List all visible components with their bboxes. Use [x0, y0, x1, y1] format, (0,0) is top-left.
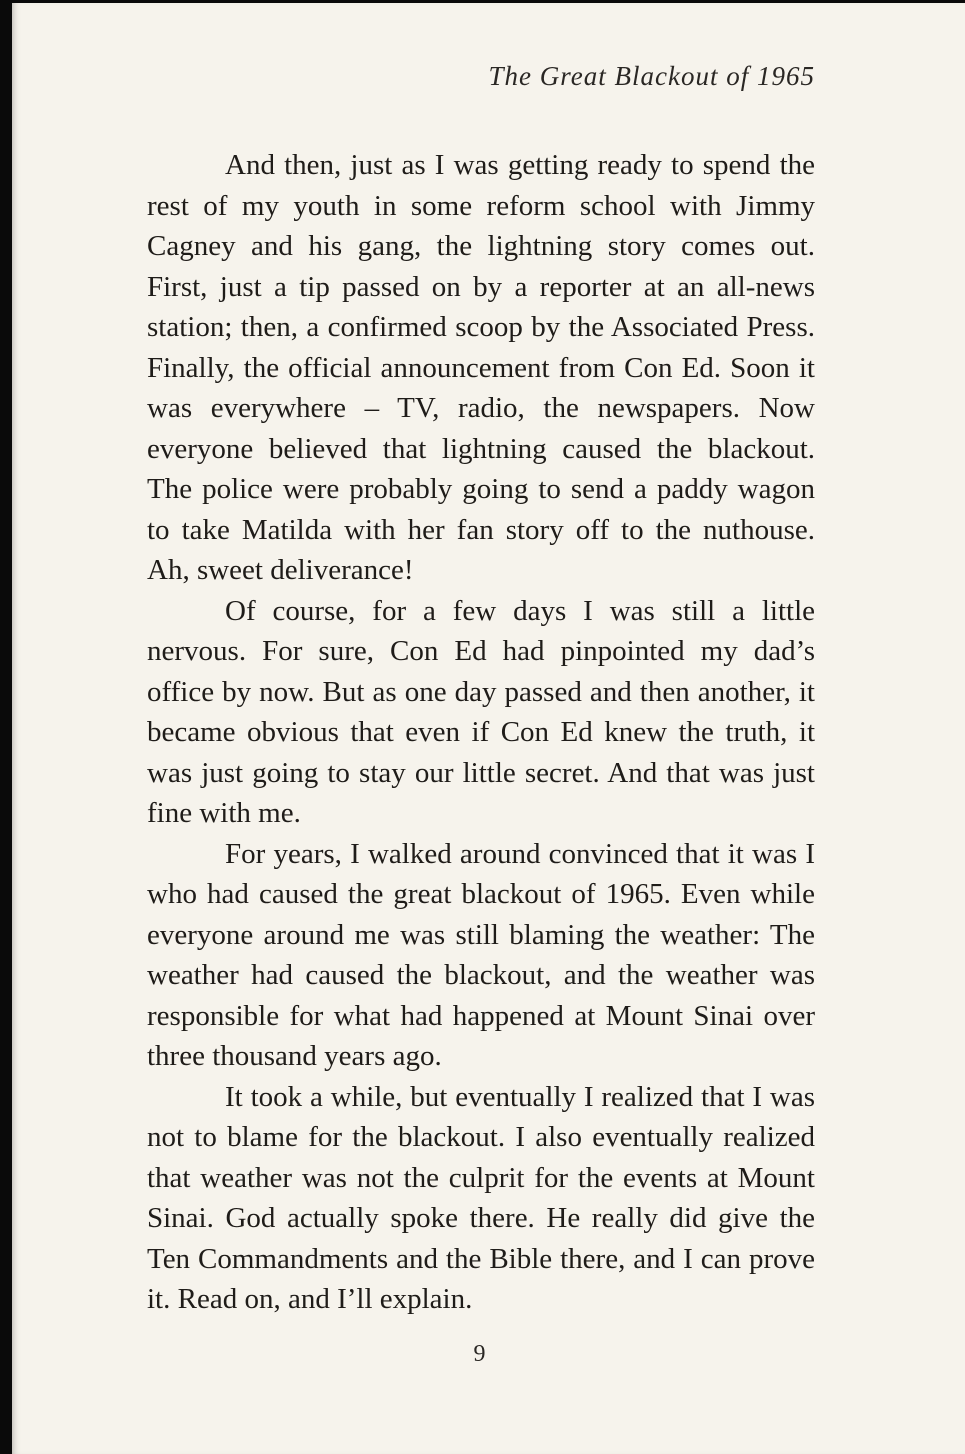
paragraph-4: It took a while, but eventually I realized that I was not to blame for the blackout. I also eventually realized that weather was not the culprit for the events at Mount Sinai. God actually spoke there. He really did give the Ten Commandments and the Bible there, and I can prove it. Read on, and I’ll explain. [147, 1080, 815, 1315]
paragraph-2: Of course, for a few days I was still a little nervous. For sure, Con Ed had pinpointed my dad’s office by now. But as one day passed and then another, it became obvious that even if Con Ed knew the truth, it was just going to stay our little secret. And that was just fine with me. [147, 594, 815, 829]
page-number: 9 [473, 1341, 486, 1367]
paragraph-1: And then, just as I was getting ready to spend the rest of my youth in some reform school with Jimmy Cagney and his gang, the lightning story comes out. First, just a tip passed on by a reporter at an all-news station; then, a confirmed scoop by the Associated Press. Finally, the official announcement from Con Ed. Soon it was everywhere – TV, radio, the newspapers. Now everyone believed that lightning caused the blackout. The police were probably going to send a paddy wagon to take Matilda with her fan story off to the nuthouse. Ah, sweet deliverance! [147, 149, 815, 586]
running-head: The Great Blackout of 1965 [488, 61, 815, 91]
paragraph-3: For years, I walked around convinced that it was I who had caused the great blackout of 1965. Even while everyone around me was still blaming the weather: The weather had caused the blackout, and the weather was responsible for what had happened at Mount Sinai over three thousand years ago. [147, 837, 815, 1072]
body-text [147, 145, 815, 1320]
book-page [12, 3, 965, 1454]
